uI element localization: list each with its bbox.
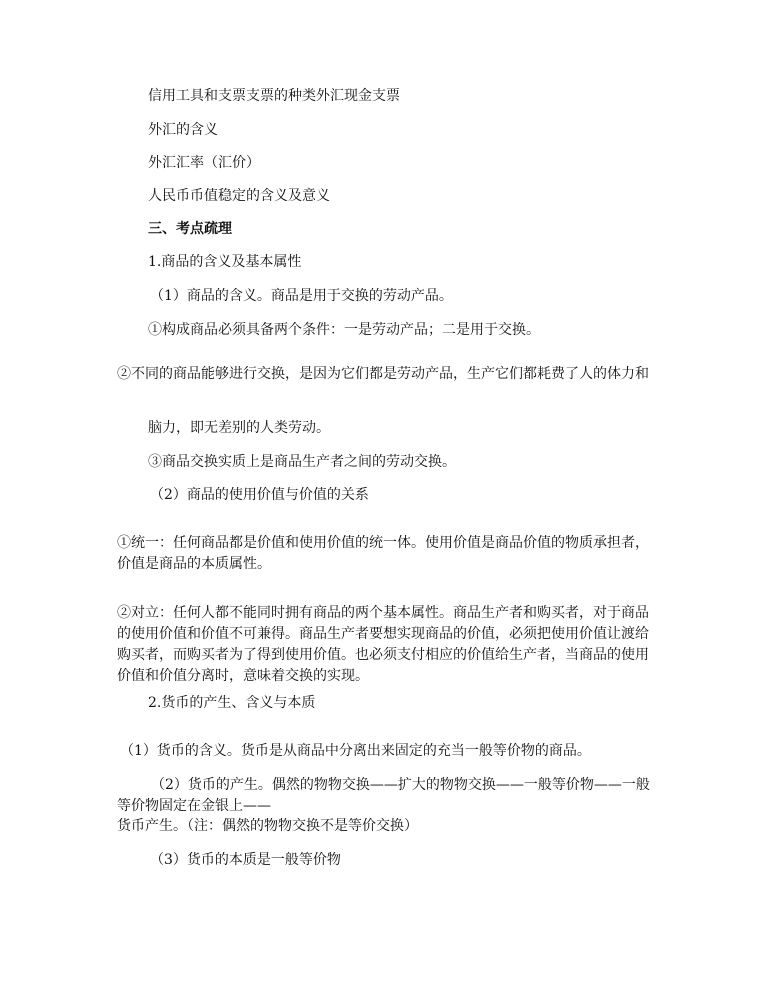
paragraph: ①统一：任何商品都是价值和使用价值的统一体。使用价值是商品价值的物质承担者，价值是商品的本质属性。 [117,535,649,572]
section-heading: 三、考点疏理 [148,221,232,237]
paragraph: （2）货币的产生。偶然的物物交换——扩大的物物交换——一般等价物——一般等价物固定在金银上—— [117,777,650,814]
text-line: 外汇的含义 [148,122,218,138]
subsection-heading: 1.商品的含义及基本属性 [148,254,302,270]
text-line: 货币产生。（注：偶然的物物交换不是等价交换） [117,818,418,834]
text-line: 信用工具和支票支票的种类外汇现金支票 [148,88,400,104]
paragraph: ②对立：任何人都不能同时拥有商品的两个基本属性。商品生产者和购买者，对于商品的使用价值和价值不可兼得。商品生产者要想实现商品的价值，必须把使用价值让渡给购买者，而购买者为了得到使用价值。也必须支付相应的价值给生产者，当商品的使用价值和价值分离时，意味着交换的实现。 [117,605,649,684]
paragraph: ②不同的商品能够进行交换，是因为它们都是劳动产品，生产它们都耗费了人的体力和 [117,366,649,382]
text-line: ③商品交换实质上是商品生产者之间的劳动交换。 [148,454,456,470]
text-line: 脑力，即无差别的人类劳动。 [148,420,330,436]
text-line: （1）货币的含义。货币是从商品中分离出来固定的充当一般等价物的商品。 [120,743,591,759]
text-line: 外汇汇率（汇价） [148,155,260,171]
text-line: （1）商品的含义。商品是用于交换的劳动产品。 [150,288,453,304]
text-line: （3）货币的本质是一般等价物 [150,852,341,868]
subsection-heading: 2.货币的产生、含义与本质 [148,695,316,711]
text-line: （2）商品的使用价值与价值的关系 [150,487,369,503]
text-line: 人民币币值稳定的含义及意义 [148,188,330,204]
text-line: ①构成商品必须具备两个条件：一是劳动产品；二是用于交换。 [148,322,540,338]
